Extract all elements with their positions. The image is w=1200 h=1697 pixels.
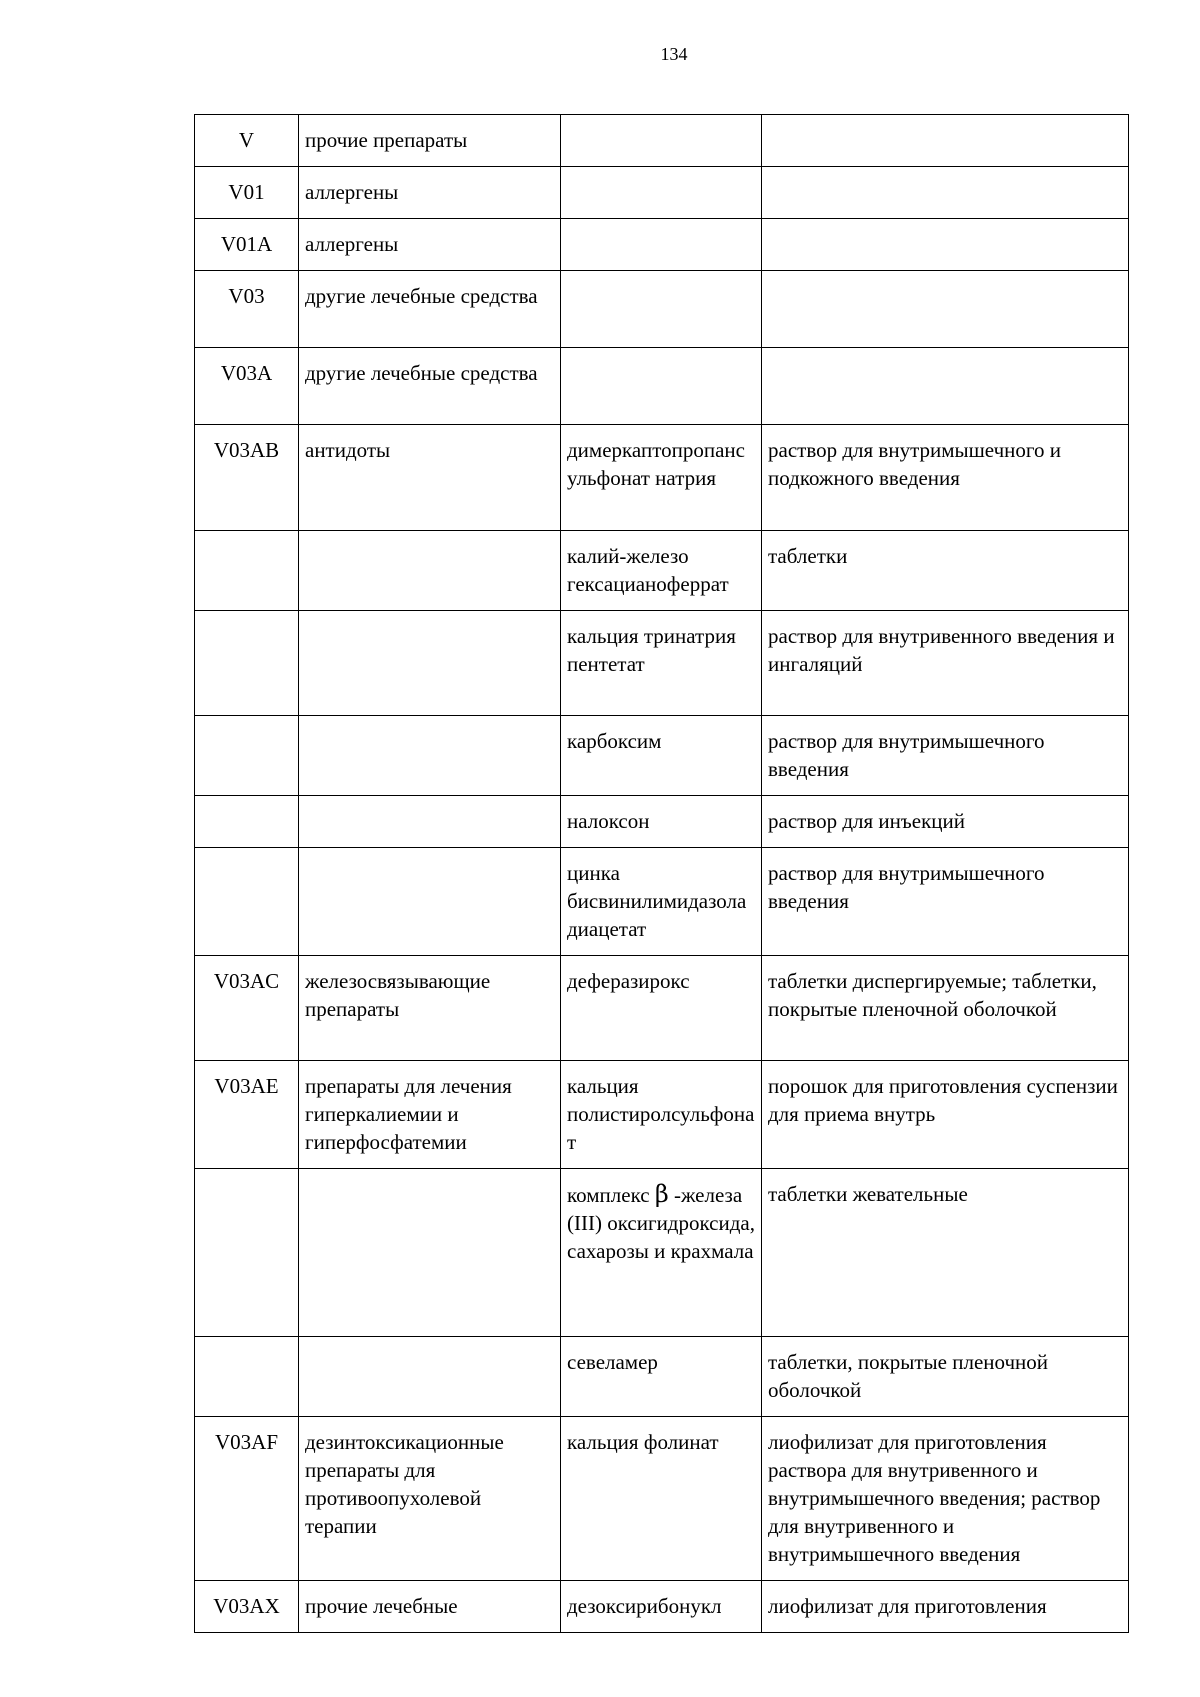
group-cell <box>299 716 561 796</box>
substance-cell: севеламер <box>561 1337 762 1417</box>
group-cell <box>299 531 561 611</box>
atc-code-cell: V03AB <box>195 425 299 531</box>
group-cell <box>299 848 561 956</box>
group-cell: железосвязывающие препараты <box>299 956 561 1061</box>
drug-table-body <box>195 115 1129 1633</box>
table-row <box>195 1417 1129 1581</box>
substance-cell: кальция тринатрия пентетат <box>561 611 762 716</box>
atc-code-cell: V01 <box>195 167 299 219</box>
table-row <box>195 956 1129 1061</box>
dosage-form-cell <box>762 167 1129 219</box>
dosage-form-cell: раствор для инъекций <box>762 796 1129 848</box>
substance-cell: цинка бисвинилимидазола диацетат <box>561 848 762 956</box>
dosage-form-cell: лиофилизат для приготовления раствора для внутривенного и внутримышечного введения; раствор для внутривенного и внутримышечного введения <box>762 1417 1129 1581</box>
atc-code-cell <box>195 531 299 611</box>
substance-cell <box>561 1169 762 1337</box>
page-number: 134 <box>660 44 688 64</box>
dosage-form-cell: раствор для внутривенного введения и ингаляций <box>762 611 1129 716</box>
group-cell: дезинтоксикационные препараты для противоопухолевой терапии <box>299 1417 561 1581</box>
group-cell: прочие препараты <box>299 115 561 167</box>
dosage-form-cell <box>762 219 1129 271</box>
substance-cell: кальция фолинат <box>561 1417 762 1581</box>
atc-code-cell: V03AF <box>195 1417 299 1581</box>
atc-code-cell <box>195 796 299 848</box>
table-row <box>195 531 1129 611</box>
table-row <box>195 348 1129 425</box>
group-cell <box>299 611 561 716</box>
table-row <box>195 425 1129 531</box>
table-row <box>195 716 1129 796</box>
table-row <box>195 115 1129 167</box>
dosage-form-cell: таблетки <box>762 531 1129 611</box>
substance-rest: -железа (III) оксигидроксида, сахарозы и крахмала <box>567 1183 755 1263</box>
group-cell: препараты для лечения гиперкалиемии и гиперфосфатемии <box>299 1061 561 1169</box>
table-row <box>195 219 1129 271</box>
dosage-form-cell: раствор для внутримышечного и подкожного введения <box>762 425 1129 531</box>
substance-cell <box>561 348 762 425</box>
group-cell: антидоты <box>299 425 561 531</box>
beta-symbol: β <box>654 1180 669 1208</box>
group-cell: аллергены <box>299 219 561 271</box>
group-cell: прочие лечебные <box>299 1581 561 1633</box>
dosage-form-cell <box>762 271 1129 348</box>
atc-code-cell: V <box>195 115 299 167</box>
atc-code-cell: V03AC <box>195 956 299 1061</box>
substance-cell <box>561 271 762 348</box>
atc-code-cell: V03AX <box>195 1581 299 1633</box>
group-cell: другие лечебные средства <box>299 348 561 425</box>
table-row <box>195 796 1129 848</box>
table-row <box>195 1581 1129 1633</box>
substance-cell: кальция полистиролсульфонат <box>561 1061 762 1169</box>
group-cell: другие лечебные средства <box>299 271 561 348</box>
table-row <box>195 1337 1129 1417</box>
dosage-form-cell: лиофилизат для приготовления <box>762 1581 1129 1633</box>
atc-code-cell: V01A <box>195 219 299 271</box>
dosage-form-cell <box>762 348 1129 425</box>
dosage-form-cell <box>762 115 1129 167</box>
group-cell <box>299 1337 561 1417</box>
table-row <box>195 611 1129 716</box>
atc-code-cell <box>195 848 299 956</box>
substance-cell: димеркаптопропансульфонат натрия <box>561 425 762 531</box>
substance-prefix: комплекс <box>567 1183 655 1207</box>
substance-cell <box>561 115 762 167</box>
substance-cell: налоксон <box>561 796 762 848</box>
dosage-form-cell: раствор для внутримышечного введения <box>762 716 1129 796</box>
table-row <box>195 1061 1129 1169</box>
group-cell: аллергены <box>299 167 561 219</box>
dosage-form-cell: порошок для приготовления суспензии для приема внутрь <box>762 1061 1129 1169</box>
table-row <box>195 167 1129 219</box>
atc-code-cell: V03AE <box>195 1061 299 1169</box>
dosage-form-cell: таблетки диспергируемые; таблетки, покрытые пленочной оболочкой <box>762 956 1129 1061</box>
drug-table <box>194 114 1129 1633</box>
dosage-form-cell: раствор для внутримышечного введения <box>762 848 1129 956</box>
group-cell <box>299 796 561 848</box>
table-row <box>195 848 1129 956</box>
atc-code-cell <box>195 1337 299 1417</box>
dosage-form-cell: таблетки жевательные <box>762 1169 1129 1337</box>
atc-code-cell <box>195 716 299 796</box>
table-row <box>195 1169 1129 1337</box>
atc-code-cell: V03A <box>195 348 299 425</box>
substance-cell <box>561 219 762 271</box>
substance-cell: деферазирокс <box>561 956 762 1061</box>
group-cell <box>299 1169 561 1337</box>
substance-cell: калий-железо гексацианоферрат <box>561 531 762 611</box>
substance-cell: карбоксим <box>561 716 762 796</box>
table-row <box>195 271 1129 348</box>
atc-code-cell: V03 <box>195 271 299 348</box>
atc-code-cell <box>195 1169 299 1337</box>
substance-cell: дезоксирибонукл <box>561 1581 762 1633</box>
dosage-form-cell: таблетки, покрытые пленочной оболочкой <box>762 1337 1129 1417</box>
substance-cell <box>561 167 762 219</box>
atc-code-cell <box>195 611 299 716</box>
